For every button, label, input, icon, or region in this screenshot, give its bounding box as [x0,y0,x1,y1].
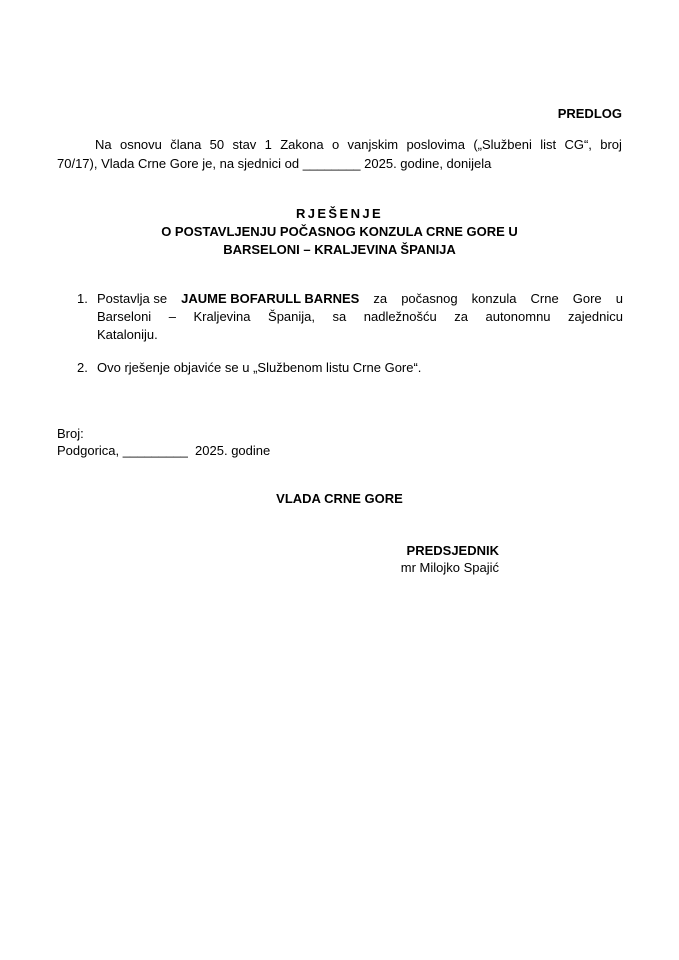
intro-paragraph-line-1 [95,135,622,154]
list-item-number: 2. [77,360,88,375]
reference-number-label: Broj: [57,426,84,441]
list-item-2-text: Ovo rješenje objaviće se u „Službenom listu Crne Gore“. [97,360,422,375]
signatory-name: mr Milojko Spajić [400,560,499,575]
signatory-role: PREDSJEDNIK [406,543,499,558]
intro-word: stav [232,137,257,152]
intro-word: broj [600,137,622,152]
item-word: Barseloni [97,309,152,324]
list-item-1-line-3: Kataloniju. [97,327,158,342]
item-word: Crne [530,291,559,306]
item-word: u [615,291,623,306]
intro-word: Na [95,137,112,152]
list-item-1-line-1 [97,289,623,308]
item-word: sa [332,309,347,324]
intro-word: Zakona [280,137,324,152]
intro-word: 1 [264,137,272,152]
list-item-number: 1. [77,291,88,306]
intro-word: osnovu [119,137,162,152]
item-word: počasnog [401,291,458,306]
intro-word: poslovima [406,137,465,152]
intro-justified-words [95,135,622,154]
intro-word: o [331,137,340,152]
item-word: za [373,291,388,306]
intro-word: člana [170,137,202,152]
place-and-date: Podgorica, _________ 2025. godine [57,443,271,458]
government-name: VLADA CRNE GORE [276,491,403,506]
list-item-1-line-2 [97,307,623,326]
decision-subtitle-line-2: BARSELONI – KRALJEVINA ŠPANIJA [223,242,456,257]
proposal-label: PREDLOG [557,106,622,121]
intro-word: 50 [209,137,225,152]
decision-title: RJEŠENJE [295,206,384,221]
intro-word: list [540,137,557,152]
item-word: – [168,309,176,324]
item-word: autonomnu [485,309,551,324]
item-word: Kraljevina [193,309,251,324]
item-word: Gore [572,291,602,306]
item-prefix: Postavlja se [97,291,168,306]
item-word: nadležnošću [363,309,437,324]
intro-word: vanjskim [347,137,399,152]
decision-subtitle-line-1: O POSTAVLJENJU POČASNOG KONZULA CRNE GORE U [161,224,518,239]
item-word: Španija, [268,309,316,324]
item-word: zajednicu [568,309,623,324]
intro-word: („Službeni [473,137,532,152]
item-word: konzula [471,291,517,306]
item-word: za [454,309,468,324]
intro-word: CG“, [564,137,592,152]
consul-name: JAUME BOFARULL BARNES [181,291,360,306]
intro-paragraph-line-2: 70/17), Vlada Crne Gore je, na sjednici od ________ 2025. godine, donijela [57,156,492,171]
